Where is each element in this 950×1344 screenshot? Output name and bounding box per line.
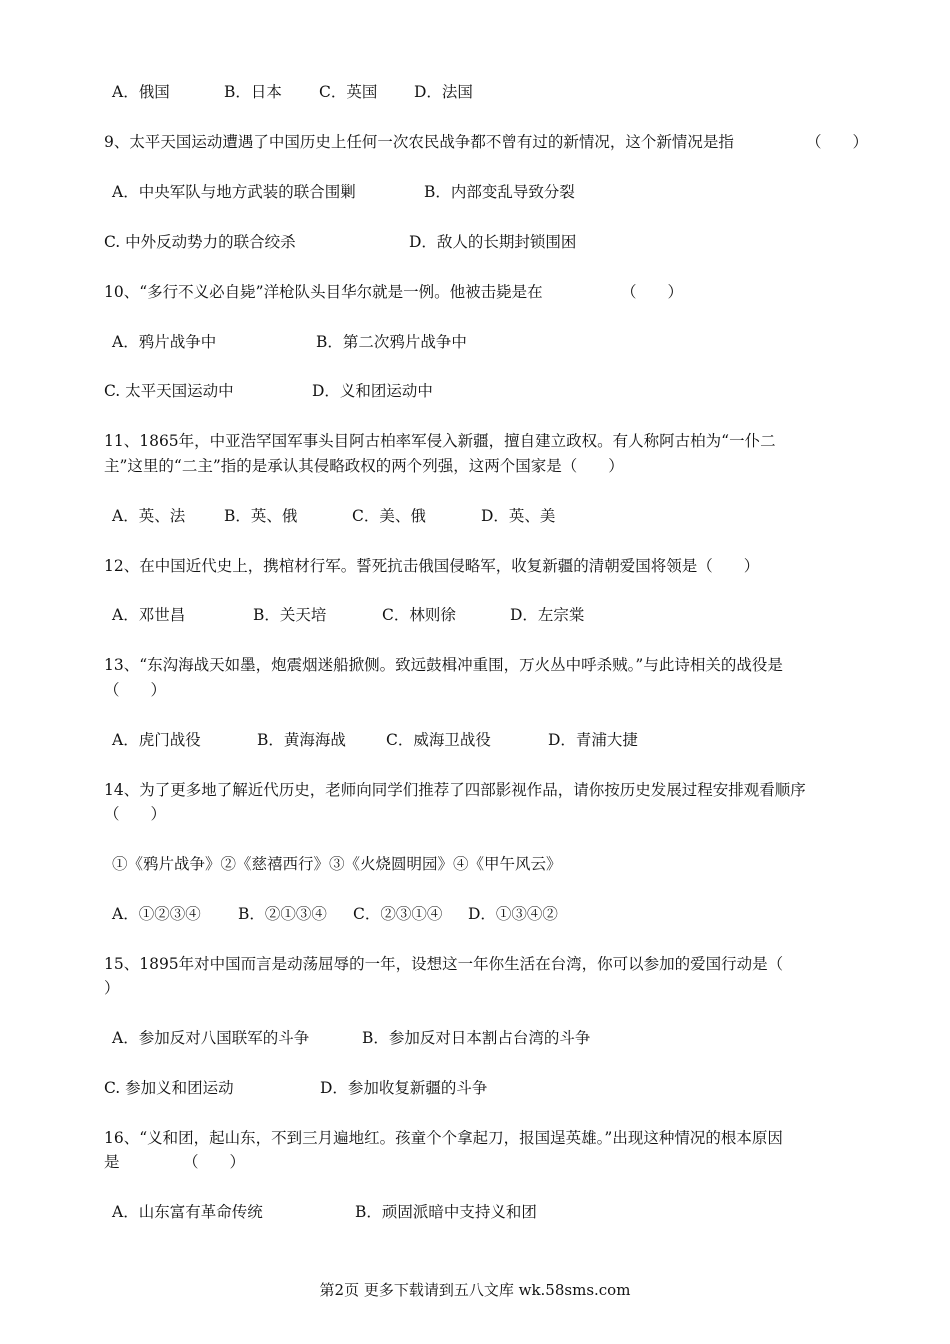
q11-option-c: C．美、俄 [352,507,426,525]
q10-option-a: A．鸦片战争中 [112,333,217,351]
q15-option-b: B．参加反对日本割占台湾的斗争 [362,1029,591,1047]
q11-option-a: A．英、法 [112,507,186,525]
q13-option-c: C．威海卫战役 [386,731,491,749]
q9-option-a: A．中央军队与地方武装的联合围剿 [112,183,356,201]
q15-option-a: A．参加反对八国联军的斗争 [112,1029,310,1047]
q15-stem-line1: 15、1895年对中国而言是动荡屈辱的一年，设想这一年你生活在台湾，你可以参加的爱国行动是（ [104,955,784,973]
q12-option-a: A．邓世昌 [112,606,186,624]
q9-option-d: D．敌人的长期封锁围困 [409,233,577,251]
q12-stem: 12、在中国近代史上，携棺材行军。誓死抗击俄国侵略军，收复新疆的清朝爱国将领是（ ） [104,557,760,575]
q16-stem-line1: 16、“义和团，起山东，不到三月遍地红。孩童个个拿起刀，报国逞英雄。”出现这种情况的根本原因 [104,1129,783,1147]
page-footer: 第2页 更多下载请到五八文库 wk.58sms.com [319,1281,631,1299]
q14-works-list: ①《鸦片战争》②《慈禧西行》③《火烧圆明园》④《甲午风云》 [112,855,562,873]
q11-stem-line2: 主”这里的“二主”指的是承认其侵略政权的两个列强，这两个国家是（ ） [104,457,624,475]
q16-blank: （ ） [183,1153,246,1171]
q10-stem: 10、“多行不义必自毙”洋枪队头目华尔就是一例。他被击毙是在 [104,283,543,301]
q15-stem-line2: ） [104,979,120,997]
q8-option-c: C．英国 [319,83,378,101]
q13-stem-line2: （ ） [104,681,167,699]
q9-option-c: C. 中外反动势力的联合绞杀 [104,233,296,251]
q10-option-c: C. 太平天国运动中 [104,382,234,400]
q16-stem-line2: 是 [104,1153,120,1171]
q12-option-c: C．林则徐 [382,606,456,624]
q16-option-b: B．顽固派暗中支持义和团 [355,1203,537,1221]
q12-option-d: D．左宗棠 [510,606,585,624]
q14-stem-line1: 14、为了更多地了解近代历史，老师向同学们推荐了四部影视作品，请你按历史发展过程安排观看顺序 [104,781,806,799]
q16-option-a: A．山东富有革命传统 [112,1203,263,1221]
q11-option-b: B．英、俄 [224,507,298,525]
q15-option-d: D．参加收复新疆的斗争 [320,1079,488,1097]
q13-option-d: D．青浦大捷 [548,731,638,749]
q15-option-c: C. 参加义和团运动 [104,1079,234,1097]
q14-option-c: C．②③①④ [353,905,443,923]
q8-option-a: A．俄国 [112,83,170,101]
q10-blank: （ ） [621,283,684,301]
q13-stem-line1: 13、“东沟海战天如墨，炮震烟迷船掀侧。致远鼓楫冲重围，万火丛中呼杀贼。”与此诗相关的战役是 [104,656,783,674]
q8-option-d: D．法国 [414,83,473,101]
q14-stem-line2: （ ） [104,805,167,823]
q11-option-d: D．英、美 [481,507,556,525]
q13-option-a: A．虎门战役 [112,731,201,749]
q14-option-a: A．①②③④ [112,905,201,923]
q14-option-d: D．①③④② [468,905,558,923]
q10-option-d: D．义和团运动中 [312,382,433,400]
q13-option-b: B．黄海海战 [257,731,346,749]
q10-option-b: B．第二次鸦片战争中 [316,333,467,351]
q8-option-b: B．日本 [224,83,282,101]
q14-option-b: B．②①③④ [238,905,327,923]
q9-option-b: B．内部变乱导致分裂 [424,183,575,201]
q12-option-b: B．关天培 [253,606,327,624]
q9-stem: 9、太平天国运动遭遇了中国历史上任何一次农民战争都不曾有过的新情况，这个新情况是指 [104,133,734,151]
q9-blank: （ ） [806,133,869,151]
q11-stem-line1: 11、1865年，中亚浩罕国军事头目阿古柏率军侵入新疆，擅自建立政权。有人称阿古柏为“一仆二 [104,432,776,450]
